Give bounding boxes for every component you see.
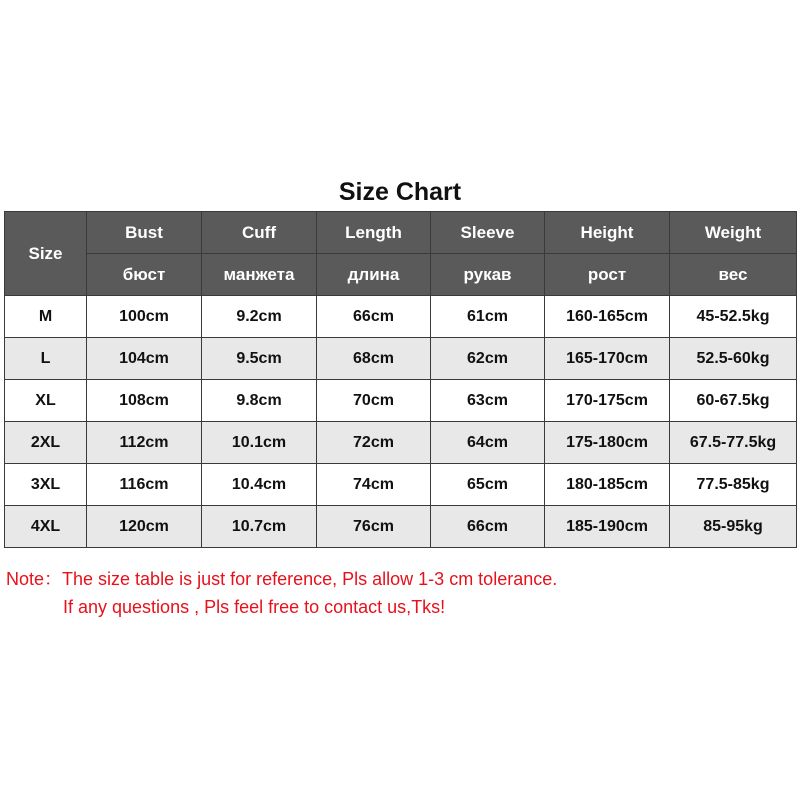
column-header-en: Bust bbox=[87, 212, 202, 254]
table-cell: 45-52.5kg bbox=[670, 296, 797, 338]
table-cell: 70cm bbox=[317, 380, 431, 422]
table-cell: 10.7cm bbox=[202, 506, 317, 548]
size-chart-table bbox=[4, 211, 797, 548]
table-cell: 10.1cm bbox=[202, 422, 317, 464]
column-header-ru: вес bbox=[670, 254, 797, 296]
column-header-en: Height bbox=[545, 212, 670, 254]
size-cell: 4XL bbox=[5, 506, 87, 548]
column-header-ru: рост bbox=[545, 254, 670, 296]
page-title: Size Chart bbox=[338, 178, 462, 206]
header-row-en bbox=[5, 212, 797, 254]
size-column-header: Size bbox=[5, 212, 87, 296]
table-cell: 170-175cm bbox=[545, 380, 670, 422]
table-cell: 116cm bbox=[87, 464, 202, 506]
tolerance-note bbox=[6, 565, 557, 621]
table-cell: 61cm bbox=[431, 296, 545, 338]
table-cell: 185-190cm bbox=[545, 506, 670, 548]
table-row bbox=[5, 464, 797, 506]
table-cell: 180-185cm bbox=[545, 464, 670, 506]
table-cell: 74cm bbox=[317, 464, 431, 506]
table-cell: 85-95kg bbox=[670, 506, 797, 548]
column-header-en: Cuff bbox=[202, 212, 317, 254]
table-cell: 104cm bbox=[87, 338, 202, 380]
table-cell: 76cm bbox=[317, 506, 431, 548]
table-cell: 10.4cm bbox=[202, 464, 317, 506]
header-row-ru bbox=[5, 254, 797, 296]
size-cell: XL bbox=[5, 380, 87, 422]
table-row bbox=[5, 338, 797, 380]
size-cell: M bbox=[5, 296, 87, 338]
column-header-ru: длина bbox=[317, 254, 431, 296]
table-cell: 72cm bbox=[317, 422, 431, 464]
column-header-en: Sleeve bbox=[431, 212, 545, 254]
table-cell: 66cm bbox=[317, 296, 431, 338]
table-cell: 175-180cm bbox=[545, 422, 670, 464]
table-cell: 65cm bbox=[431, 464, 545, 506]
table-cell: 67.5-77.5kg bbox=[670, 422, 797, 464]
table-cell: 120cm bbox=[87, 506, 202, 548]
column-header-ru: манжета bbox=[202, 254, 317, 296]
table-cell: 9.5cm bbox=[202, 338, 317, 380]
column-header-en: Weight bbox=[670, 212, 797, 254]
table-header bbox=[5, 212, 797, 296]
table-cell: 62cm bbox=[431, 338, 545, 380]
table-row bbox=[5, 380, 797, 422]
column-header-en: Length bbox=[317, 212, 431, 254]
table-cell: 9.2cm bbox=[202, 296, 317, 338]
table-cell: 100cm bbox=[87, 296, 202, 338]
note-line-2: If any questions , Pls feel free to contact us,Tks! bbox=[63, 597, 446, 617]
size-cell: 3XL bbox=[5, 464, 87, 506]
table-row bbox=[5, 422, 797, 464]
column-header-ru: бюст bbox=[87, 254, 202, 296]
table-cell: 160-165cm bbox=[545, 296, 670, 338]
table-cell: 9.8cm bbox=[202, 380, 317, 422]
table-cell: 77.5-85kg bbox=[670, 464, 797, 506]
size-cell: L bbox=[5, 338, 87, 380]
table-cell: 112cm bbox=[87, 422, 202, 464]
table-cell: 165-170cm bbox=[545, 338, 670, 380]
column-header-ru: рукав bbox=[431, 254, 545, 296]
table-cell: 64cm bbox=[431, 422, 545, 464]
size-cell: 2XL bbox=[5, 422, 87, 464]
table-cell: 63cm bbox=[431, 380, 545, 422]
table-row bbox=[5, 506, 797, 548]
note-line-1: Note：The size table is just for reference, Pls allow 1-3 cm tolerance. bbox=[6, 569, 558, 589]
table-cell: 60-67.5kg bbox=[670, 380, 797, 422]
table-body bbox=[5, 296, 797, 548]
table-row bbox=[5, 296, 797, 338]
table-cell: 52.5-60kg bbox=[670, 338, 797, 380]
table-cell: 66cm bbox=[431, 506, 545, 548]
table-cell: 68cm bbox=[317, 338, 431, 380]
table-cell: 108cm bbox=[87, 380, 202, 422]
